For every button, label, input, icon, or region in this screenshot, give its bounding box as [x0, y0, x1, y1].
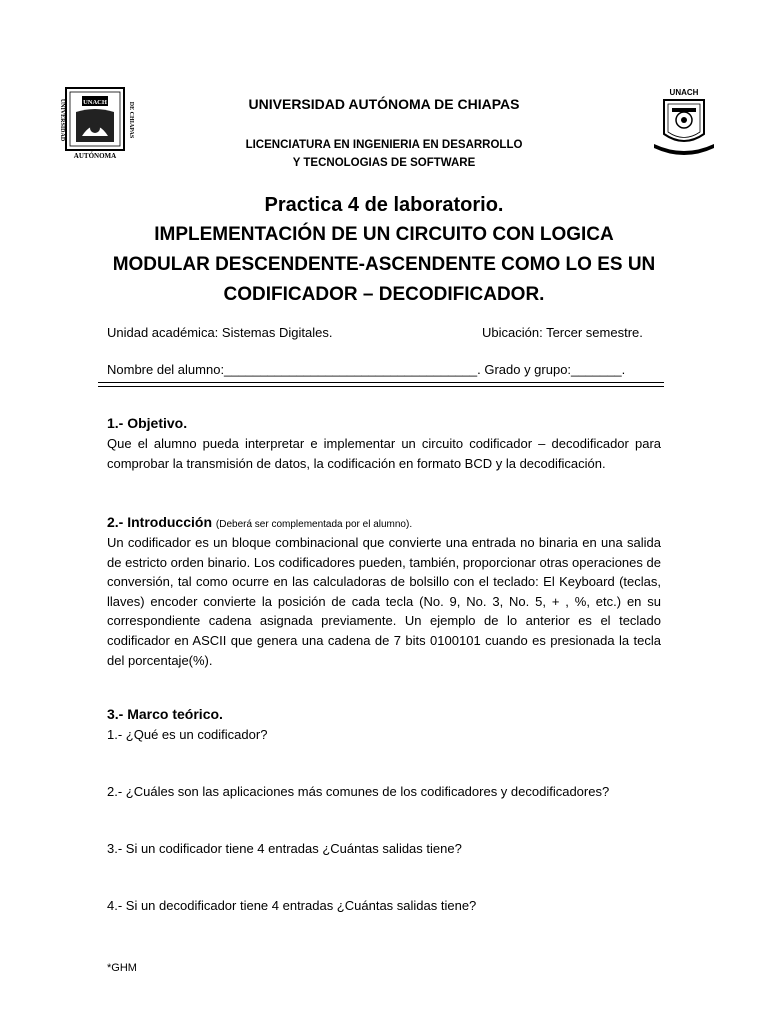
- theory-heading: 3.- Marco teórico.: [107, 706, 223, 722]
- main-title-line-1: IMPLEMENTACIÓN DE UN CIRCUITO CON LOGICA: [154, 224, 614, 245]
- main-title-line-3: CODIFICADOR – DECODIFICADOR.: [223, 284, 545, 305]
- svg-text:AUTÓNOMA: AUTÓNOMA: [73, 152, 117, 160]
- footer-initials: *GHM: [107, 962, 137, 974]
- introduction-heading-label: 2.- Introducción: [107, 514, 212, 530]
- university-name: UNIVERSIDAD AUTÓNOMA DE CHIAPAS: [248, 96, 520, 112]
- question-2: 2.- ¿Cuáles son las aplicaciones más comunes de los codificadores y decodificadores?: [107, 784, 610, 799]
- question-3: 3.- Si un codificador tiene 4 entradas ¿Cuántas salidas tiene?: [107, 841, 462, 856]
- svg-text:DE CHIAPAS: DE CHIAPAS: [128, 101, 134, 139]
- svg-text:UNACH: UNACH: [83, 99, 107, 106]
- divider-line-top: [98, 382, 664, 383]
- main-title-line-2: MODULAR DESCENDENTE-ASCENDENTE COMO LO ES UN: [112, 254, 656, 275]
- academic-unit: Unidad académica: Sistemas Digitales.: [107, 325, 333, 340]
- svg-text:UNACH: UNACH: [669, 88, 699, 97]
- question-4: 4.- Si un decodificador tiene 4 entradas ¿Cuántas salidas tiene?: [107, 898, 477, 913]
- introduction-note: (Deberá ser complementada por el alumno).: [215, 519, 413, 530]
- practice-title: Practica 4 de laboratorio.: [264, 194, 504, 216]
- svg-text:UNIVERSIDAD: UNIVERSIDAD: [59, 98, 65, 142]
- question-1: 1.- ¿Qué es un codificador?: [107, 727, 268, 742]
- objective-text: Que el alumno pueda interpretar e implementar un circuito codificador – decodificador para comprobar la transmisión de datos, la codificación en formato BCD y la decodificación.: [107, 436, 661, 471]
- objective-heading: 1.- Objetivo.: [107, 415, 188, 431]
- location: Ubicación: Tercer semestre.: [482, 325, 643, 340]
- divider-line-bottom: [98, 386, 664, 387]
- introduction-heading: [107, 514, 412, 530]
- student-name-line: Nombre del alumno:___________________________________. Grado y grupo:_______.: [107, 362, 626, 377]
- introduction-text: Un codificador es un bloque combinacional que convierte una entrada no binaria en una salida de estricto orden binario. Los codificadores pueden, también, proporcionar otras operaciones de conversión, tal como ocurre en las calculadoras de bolsillo con el teclado: El Keyboard (teclas, llaves) encoder convierte la posición de cada tecla (No. 9, No. 3, No. 5, + , %, etc.) en su correspondiente cadena asignada previamente. Un ejemplo de lo anterior es el teclado codificador en ASCII que genera una cadena de 7 bits 0100101 cuando es presionada la tecla del porcentaje(%).: [107, 535, 661, 668]
- program-line-1: LICENCIATURA EN INGENIERIA EN DESARROLLO: [245, 139, 523, 151]
- program-line-2: Y TECNOLOGIAS DE SOFTWARE: [292, 157, 476, 169]
